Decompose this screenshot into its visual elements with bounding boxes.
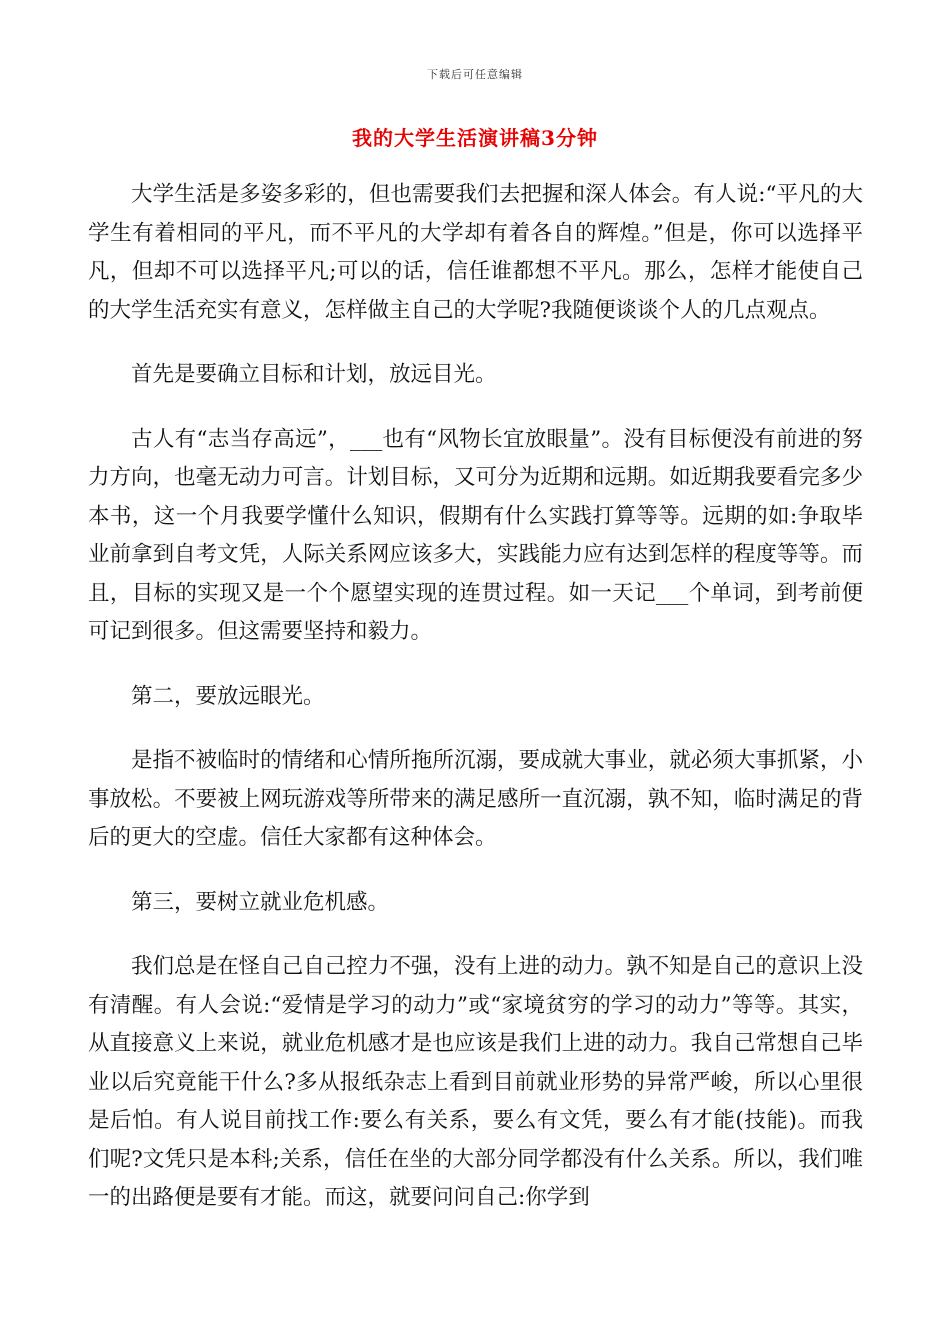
paragraph-point-2-heading: 第二，要放远眼光。 (131, 683, 325, 709)
paragraph-point-2-body: 是指不被临时的情绪和心情所拖所沉溺，要成就大事业，就必须大事抓紧，小事放松。不要被上网玩游戏等所带来的满足感所一直沉溺，孰不知，临时满足的背后的更大的空虚。信任大家都有这种体会。 (88, 748, 863, 850)
paragraph-intro: 大学生活是多姿多彩的，但也需要我们去把握和深人体会。有人说:“平凡的大学生有着相同的平凡，而不平凡的大学却有着各自的辉煌。”但是，你可以选择平凡，但却不可以选择平凡;可以的话，信任谁都想不平凡。那么，怎样才能使自己的大学生活充实有意义，怎样做主自己的大学呢?我随便谈谈个人的几点观点。 (88, 182, 863, 323)
document-title: 我的大学生活演讲稿3分钟 (352, 126, 598, 150)
paragraph-point-3-heading: 第三，要树立就业危机感。 (131, 889, 390, 915)
header-note: 下载后可任意编辑 (427, 68, 523, 81)
paragraph-point-1-heading: 首先是要确立目标和计划，放远目光。 (131, 362, 497, 387)
paragraph-point-1-body: 古人有“志当存高远”，___也有“风物长宜放眼量”。没有目标便没有前进的努力方向，也毫无动力可言。计划目标，又可分为近期和远期。如近期我要看完多少本书，这一个月我要学懂什么知识，假期有什么实践打算等等。远期的如:争取毕业前拿到自考文凭，人际关系网应该多大，实践能力应有达到怎样的程度等等。而且，目标的实现又是一个个愿望实现的连贯过程。如一天记___个单词，到考前便可记到很多。但这需要坚持和毅力。 (88, 426, 863, 644)
document-body (88, 176, 863, 1244)
paragraph-point-3-body: 我们总是在怪自己自己控力不强，没有上进的动力。孰不知是自己的意识上没有清醒。有人会说:“爱情是学习的动力”或“家境贫穷的学习的动力”等等。其实，从直接意义上来说，就业危机感才是也应该是我们上进的动力。我自己常想自己毕业以后究竟能干什么?多从报纸杂志上看到目前就业形势的异常严峻，所以心里很是后怕。有人说目前找工作:要么有关系，要么有文凭，要么有才能(技能)。而我们呢?文凭只是本科;关系，信任在坐的大部分同学都没有什么关系。所以，我们唯一的出路便是要有才能。而这，就要问问自己:你学到 (88, 954, 863, 1210)
